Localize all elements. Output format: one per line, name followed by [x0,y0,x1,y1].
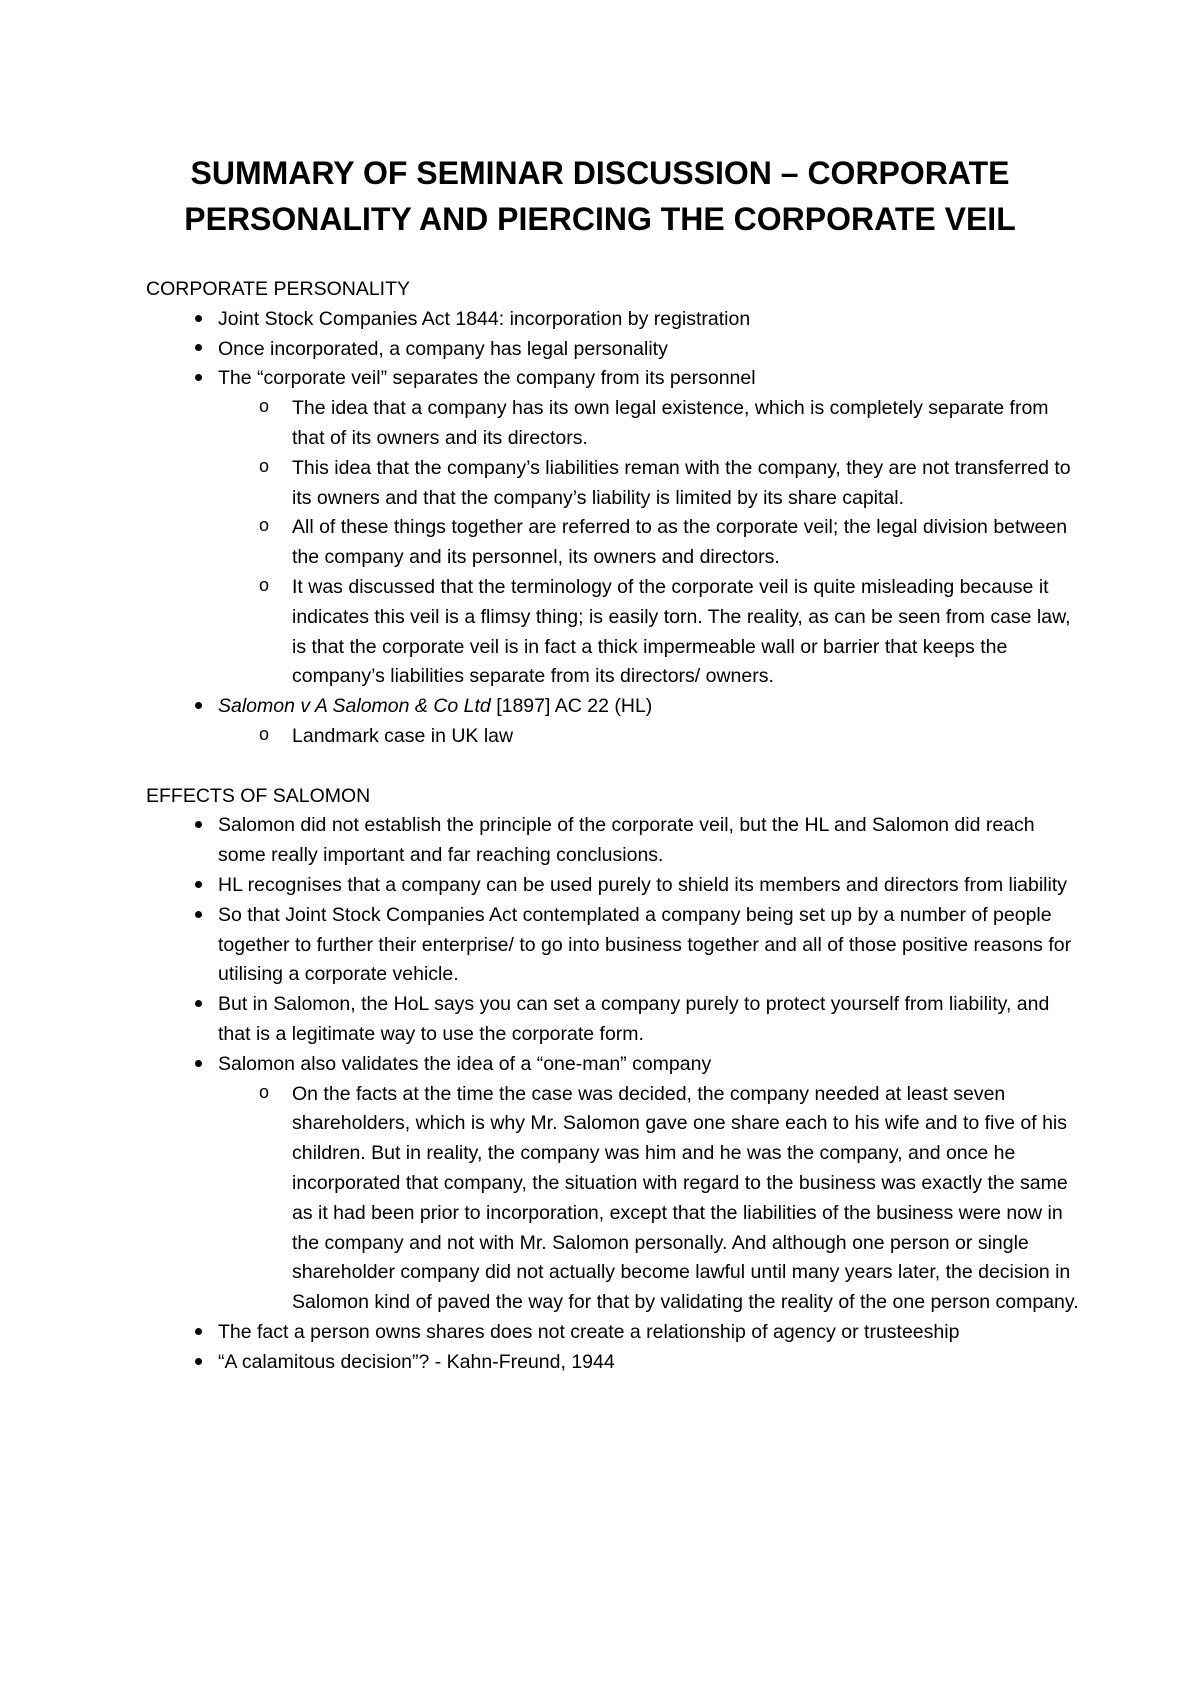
bullet-icon [188,1050,208,1080]
title-line-2: PERSONALITY AND PIERCING THE CORPORATE VEIL [184,201,1016,237]
corporate-veil-sublist [146,394,1086,692]
effects-of-salomon-list [146,811,1086,1377]
bullet-icon [188,871,208,901]
list-item [146,692,1086,752]
document-body [146,275,1086,1377]
bullet-icon [188,901,208,931]
list-item: The fact a person owns shares does not create a relationship of agency or trusteeship [146,1318,1086,1348]
document-title [120,150,1080,242]
list-item: Joint Stock Companies Act 1844: incorporation by registration [146,305,1086,335]
circle-bullet-icon: o [258,576,270,597]
list-item: So that Joint Stock Companies Act contemplated a company being set up by a number of people together to further their enterprise/ to go into business together and all of those positive reasons for utilising a corporate vehicle. [146,901,1086,990]
circle-bullet-icon: o [258,517,270,538]
section-heading-corporate-personality: CORPORATE PERSONALITY [146,278,411,300]
corporate-personality-list [146,305,1086,752]
bullet-icon [188,1348,208,1378]
list-item: Salomon did not establish the principle of the corporate veil, but the HL and Salomon did reach some really important and far reaching conclusions. [146,811,1086,871]
bullet-icon [188,364,208,394]
list-item: But in Salomon, the HoL says you can set a company purely to protect yourself from liability, and that is a legitimate way to use the corporate form. [146,990,1086,1050]
list-item: HL recognises that a company can be used purely to shield its members and directors from liability [146,871,1086,901]
case-name: Salomon v A Salomon & Co Ltd [218,695,491,718]
case-citation: [1897] AC 22 (HL) [490,695,653,718]
salomon-sublist [146,722,1086,752]
circle-bullet-icon: o [258,725,270,746]
sub-list-item: o It was discussed that the terminology of the corporate veil is quite misleading because it indicates this veil is a flimsy thing; is easily torn. The reality, as can be seen from case law, is that the corporate veil is in fact a thick impermeable wall or barrier that keeps the company’s liabilities separate from its directors/ owners. [146,573,1086,692]
circle-bullet-icon: o [258,457,270,478]
list-item: The “corporate veil” separates the company from its personnel o The idea that a company has its own legal existence, which is completely separate from that of its owners and its directors. o This idea that the company’s liabilities reman with the company, they are not transferred to its owners and that the company’s liability is limited by its share capital. o All of these things together are referred to as the corporate veil; the legal division between the company and its personnel, its owners and directors. o It was discussed that the terminology of the corporate veil is quite misleading because it indicates this veil is a flimsy thing; is easily torn. The reality, as can be seen from case law, is that the corporate veil is in fact a thick impermeable wall or barrier that keeps the company’s liabilities separate from its directors/ owners. [146,364,1086,692]
sub-list-item: o On the facts at the time the case was decided, the company needed at least seven shareholders, which is why Mr. Salomon gave one share each to his wife and to five of his children. But in reality, the company was him and he was the company, and once he incorporated that company, the situation with regard to the business was exactly the same as it had been prior to incorporation, except that the liabilities of the business were now in the company and not with Mr. Salomon personally. And although one person or single shareholder company did not actually become lawful until many years later, the decision in Salomon kind of paved the way for that by validating the reality of the one person company. [146,1080,1086,1318]
bullet-icon [188,692,208,722]
list-item: Once incorporated, a company has legal personality [146,335,1086,365]
bullet-icon [188,811,208,841]
circle-bullet-icon: o [258,398,270,419]
list-item: Salomon also validates the idea of a “one-man” company o On the facts at the time the case was decided, the company needed at least seven shareholders, which is why Mr. Salomon gave one share each to his wife and to five of his children. But in reality, the company was him and he was the company, and once he incorporated that company, the situation with regard to the business was exactly the same as it had been prior to incorporation, except that the liabilities of the business were now in the company and not with Mr. Salomon personally. And although one person or single shareholder company did not actually become lawful until many years later, the decision in Salomon kind of paved the way for that by validating the reality of the one person company. [146,1050,1086,1318]
sub-list-item: o The idea that a company has its own legal existence, which is completely separate from that of its owners and its directors. [146,394,1086,454]
title-line-1: SUMMARY OF SEMINAR DISCUSSION – CORPORATE [190,155,1010,191]
bullet-icon [188,990,208,1020]
bullet-icon [188,1318,208,1348]
bullet-icon [188,305,208,335]
bullet-icon [188,335,208,365]
sub-list-item: o All of these things together are referred to as the corporate veil; the legal division between the company and its personnel, its owners and directors. [146,513,1086,573]
section-spacer [146,752,1086,782]
circle-bullet-icon: o [258,1083,270,1104]
sub-list-item: o This idea that the company’s liabilities reman with the company, they are not transferred to its owners and that the company’s liability is limited by its share capital. [146,454,1086,514]
section-heading-effects-of-salomon: EFFECTS OF SALOMON [146,784,371,807]
list-item: “A calamitous decision”? - Kahn-Freund, 1944 [146,1348,1086,1378]
one-man-company-sublist [146,1080,1086,1318]
sub-list-item: o Landmark case in UK law [146,722,1086,752]
